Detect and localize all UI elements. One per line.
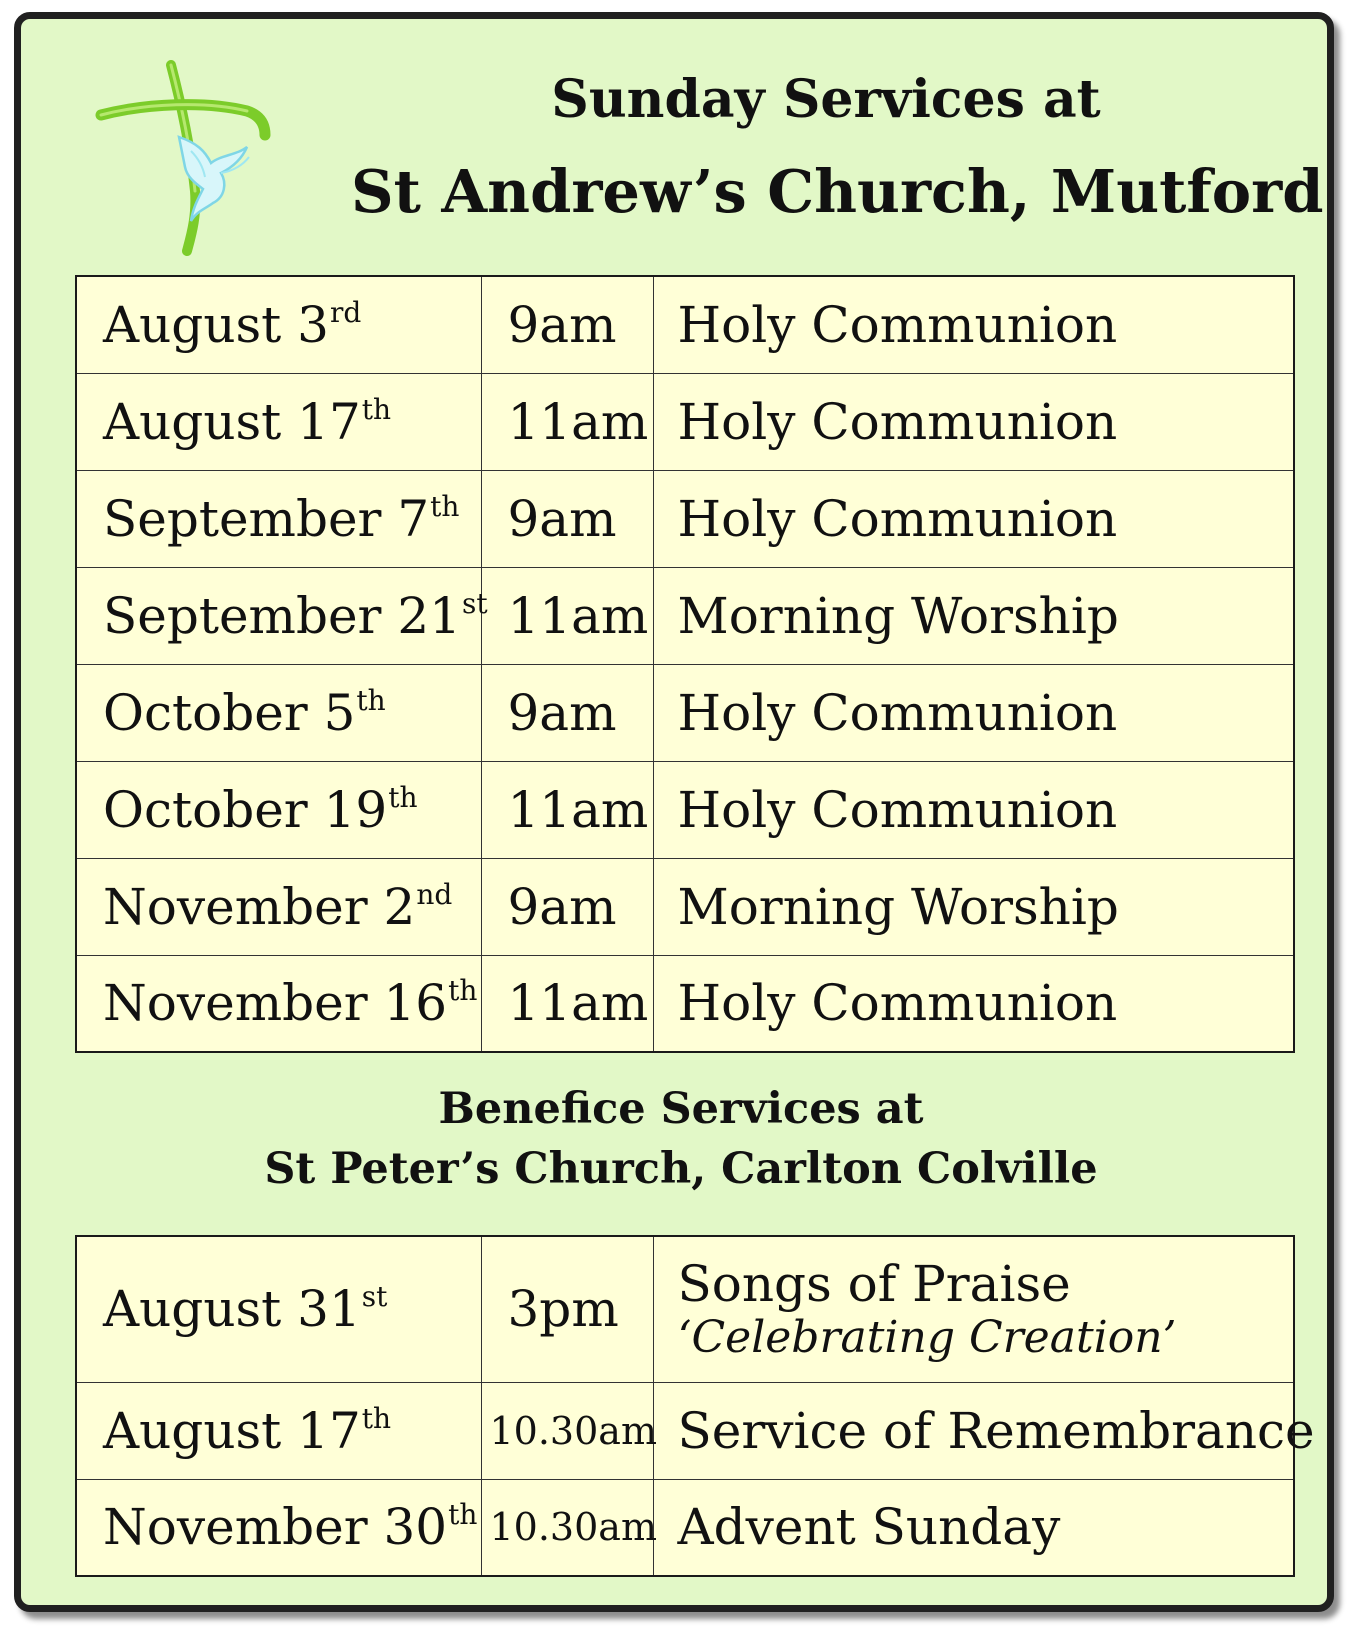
table-row [76, 373, 1294, 470]
sunday-services-table [75, 275, 1295, 1053]
date-cell: August 3rd [76, 276, 481, 373]
time-cell: 10.30am [481, 1479, 653, 1576]
time-cell: 9am [481, 276, 653, 373]
service-cell: Holy Communion [653, 470, 1294, 567]
time-cell: 11am [481, 373, 653, 470]
date-cell: November 2nd [76, 858, 481, 955]
table-row [76, 761, 1294, 858]
date-cell: August 17th [76, 1382, 481, 1479]
table-row [76, 1382, 1294, 1479]
time-cell: 9am [481, 858, 653, 955]
service-subtitle: ‘Celebrating Creation’ [677, 1312, 1177, 1364]
table-row [76, 955, 1294, 1052]
service-cell: Morning Worship [653, 858, 1294, 955]
service-cell: Service of Remembrance [653, 1382, 1294, 1479]
service-cell: Holy Communion [653, 955, 1294, 1052]
date-cell: November 30th [76, 1479, 481, 1576]
time-cell: 3pm [481, 1236, 653, 1382]
time-cell: 9am [481, 470, 653, 567]
time-cell: 11am [481, 955, 653, 1052]
sunday-services-title: Sunday Services at [551, 69, 1101, 130]
table-row [76, 276, 1294, 373]
service-cell: Holy Communion [653, 761, 1294, 858]
table-row [76, 858, 1294, 955]
service-cell: Morning Worship [653, 567, 1294, 664]
date-cell: October 5th [76, 664, 481, 761]
time-cell: 9am [481, 664, 653, 761]
service-cell [653, 1236, 1294, 1382]
cross-and-dove-icon [87, 51, 287, 261]
date-cell: September 7th [76, 470, 481, 567]
service-notice-panel [14, 12, 1334, 1612]
table-row [76, 470, 1294, 567]
date-cell: September 21st [76, 567, 481, 664]
benefice-church-name: St Peter’s Church, Carlton Colville [264, 1144, 1098, 1194]
service-cell: Holy Communion [653, 276, 1294, 373]
benefice-services-title: Benefice Services at [438, 1084, 924, 1134]
time-cell: 10.30am [481, 1382, 653, 1479]
table-row [76, 664, 1294, 761]
table-row [76, 567, 1294, 664]
time-cell: 11am [481, 761, 653, 858]
date-cell: August 17th [76, 373, 481, 470]
time-cell: 11am [481, 567, 653, 664]
benefice-services-table [75, 1235, 1315, 1577]
date-cell: October 19th [76, 761, 481, 858]
service-cell: Holy Communion [653, 664, 1294, 761]
service-name: Songs of Praise [677, 1255, 1071, 1314]
sunday-church-name: St Andrew’s Church, Mutford [351, 157, 1324, 226]
service-cell: Holy Communion [653, 373, 1294, 470]
table-row [76, 1479, 1294, 1576]
date-cell: November 16th [76, 955, 481, 1052]
table-row [76, 1236, 1294, 1382]
service-cell: Advent Sunday [653, 1479, 1294, 1576]
date-cell: August 31st [76, 1236, 481, 1382]
